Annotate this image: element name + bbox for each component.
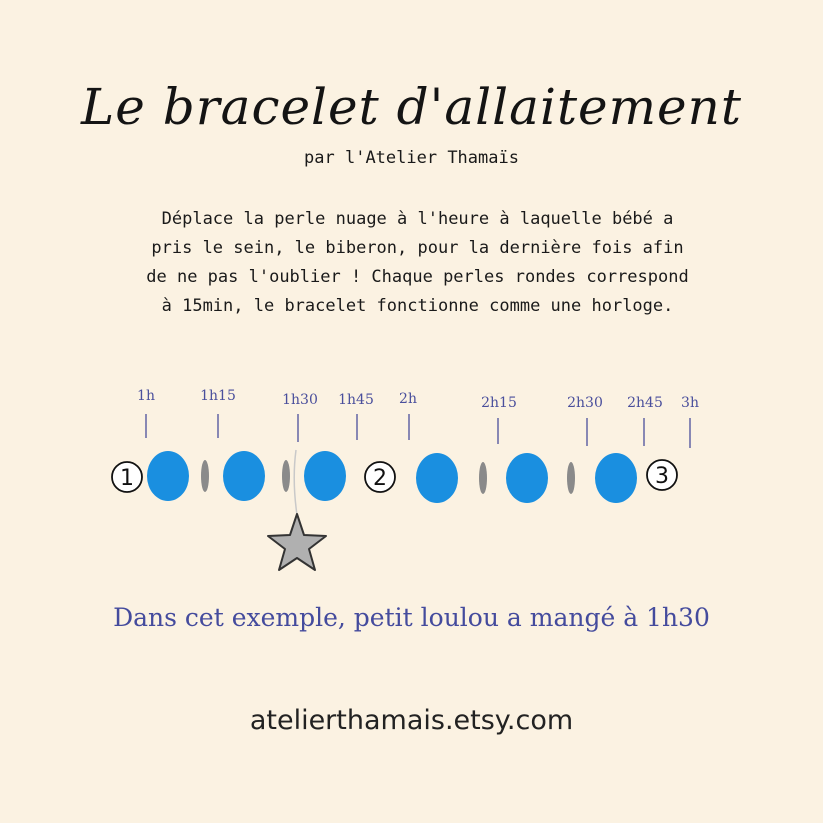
charm-string [294,450,297,515]
round-bead [416,453,458,503]
marker-1-label: 1 [120,466,134,491]
bracelet-diagram [0,370,823,590]
time-label-3h: 3h [681,395,699,411]
round-bead [147,451,189,501]
spacer-bead [282,460,290,492]
spacer-bead [567,462,575,494]
round-bead [304,451,346,501]
time-label-2h: 2h [399,391,417,407]
page-subtitle: par l'Atelier Thamaïs [304,148,519,168]
page-title: Le bracelet d'allaitement [81,78,742,136]
description-line: à 15min, le bracelet fonctionne comme une horloge. [161,296,674,316]
shop-url: atelierthamais.etsy.com [249,705,574,736]
time-label-2h30: 2h30 [567,395,603,411]
round-bead [506,453,548,503]
description-line: Déplace la perle nuage à l'heure à laquelle bébé a [161,209,674,229]
description-text [90,205,745,321]
round-bead [595,453,637,503]
marker-2 [365,462,395,492]
time-label-2h45: 2h45 [627,395,663,411]
description-line: de ne pas l'oublier ! Chaque perles rondes correspond [146,267,689,287]
example-caption: Dans cet exemple, petit loulou a mangé à 1h30 [113,603,710,632]
marker-2-label: 2 [373,466,387,491]
spacer-bead [201,460,209,492]
marker-3 [647,460,677,490]
time-label-1h45: 1h45 [338,392,374,408]
description-line: pris le sein, le biberon, pour la dernière fois afin [151,238,684,258]
time-label-2h15: 2h15 [481,395,517,411]
spacer-bead [479,462,487,494]
marker-1 [112,462,142,492]
star-charm-icon [268,514,326,570]
round-bead [223,451,265,501]
time-label-1h15: 1h15 [200,388,236,404]
marker-3-label: 3 [655,464,669,489]
time-label-1h30: 1h30 [282,392,318,408]
time-label-1h: 1h [137,388,155,404]
